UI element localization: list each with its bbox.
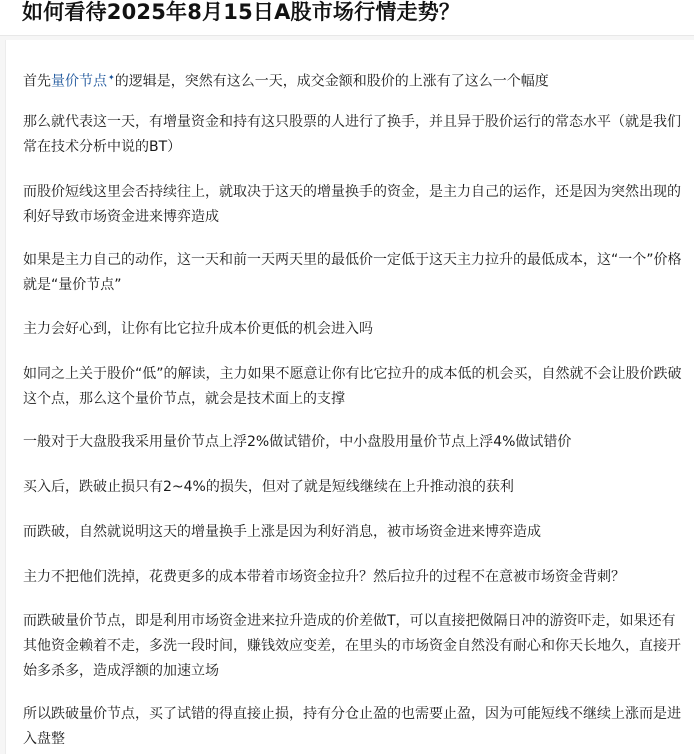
paragraph: 所以跌破量价节点，买了试错的得直接止损，持有分仓止盈的也需要止盈，因为可能短线不继续上涨而是进入盘整 [23,706,681,747]
paragraph: 而跌破，自然就说明这天的增量换手上涨是因为利好消息，被市场资金进来博弈造成 [23,524,541,540]
question-header [0,0,694,36]
answer-content [5,40,694,754]
paragraph: 如果是主力自己的动作，这一天和前一天两天里的最低价一定低于这天主力拉升的最低成本，这“一个”价格就是“量价节点” [23,252,682,293]
paragraph: 主力不把他们洗掉，花费更多的成本带着市场资金拉升？然后拉升的过程不在意被市场资金背刺？ [23,569,625,585]
paragraph: 而跌破量价节点，即是利用市场资金进来拉升造成的价差做T，可以直接把傚隔日冲的游资吓走，如果还有其他资金赖着不走，多洗一段时间，赚钱效应变差，在里头的市场资金自然没有耐心和你天长地久，直接开始多杀多，造成浮额的加速立场 [23,613,681,679]
paragraph: 一般对于大盘股我采用量价节点上浮2%做试错价，中小盘股用量价节点上浮4%做试错价 [23,434,572,450]
keyword-link[interactable]: 量价节点 [51,73,107,90]
paragraph-text: 首先 [23,73,51,90]
paragraph-text: 的逻辑是，突然有这么一天，成交金额和股价的上涨有了这么一个幅度 [114,73,549,90]
paragraph: 主力会好心到，让你有比它拉升成本价更低的机会进入吗 [23,321,373,337]
paragraph: 买入后，跌破止损只有2~4%的损失，但对了就是短线继续在上升推动浪的获利 [23,479,514,495]
paragraph [23,65,683,95]
paragraph: 如同之上关于股价“低”的解读，主力如果不愿意让你有比它拉升的成本低的机会买，自然就不会让股价跌破这个点，那么这个量价节点，就会是技术面上的支撑 [23,366,682,407]
sparkle-icon: ✦ [108,73,115,82]
question-title: 如何看待2025年8月15日A股市场行情走势？ [22,0,461,24]
paragraph: 那么就代表这一天，有增量资金和持有这只股票的人进行了换手，并且异于股价运行的常态水平（就是我们常在技术分析中说的BT） [23,114,681,155]
paragraph: 而股价短线这里会否持续往上，就取决于这天的增量换手的资金，是主力自己的运作，还是因为突然出现的利好导致市场资金进来博弈造成 [23,184,681,225]
